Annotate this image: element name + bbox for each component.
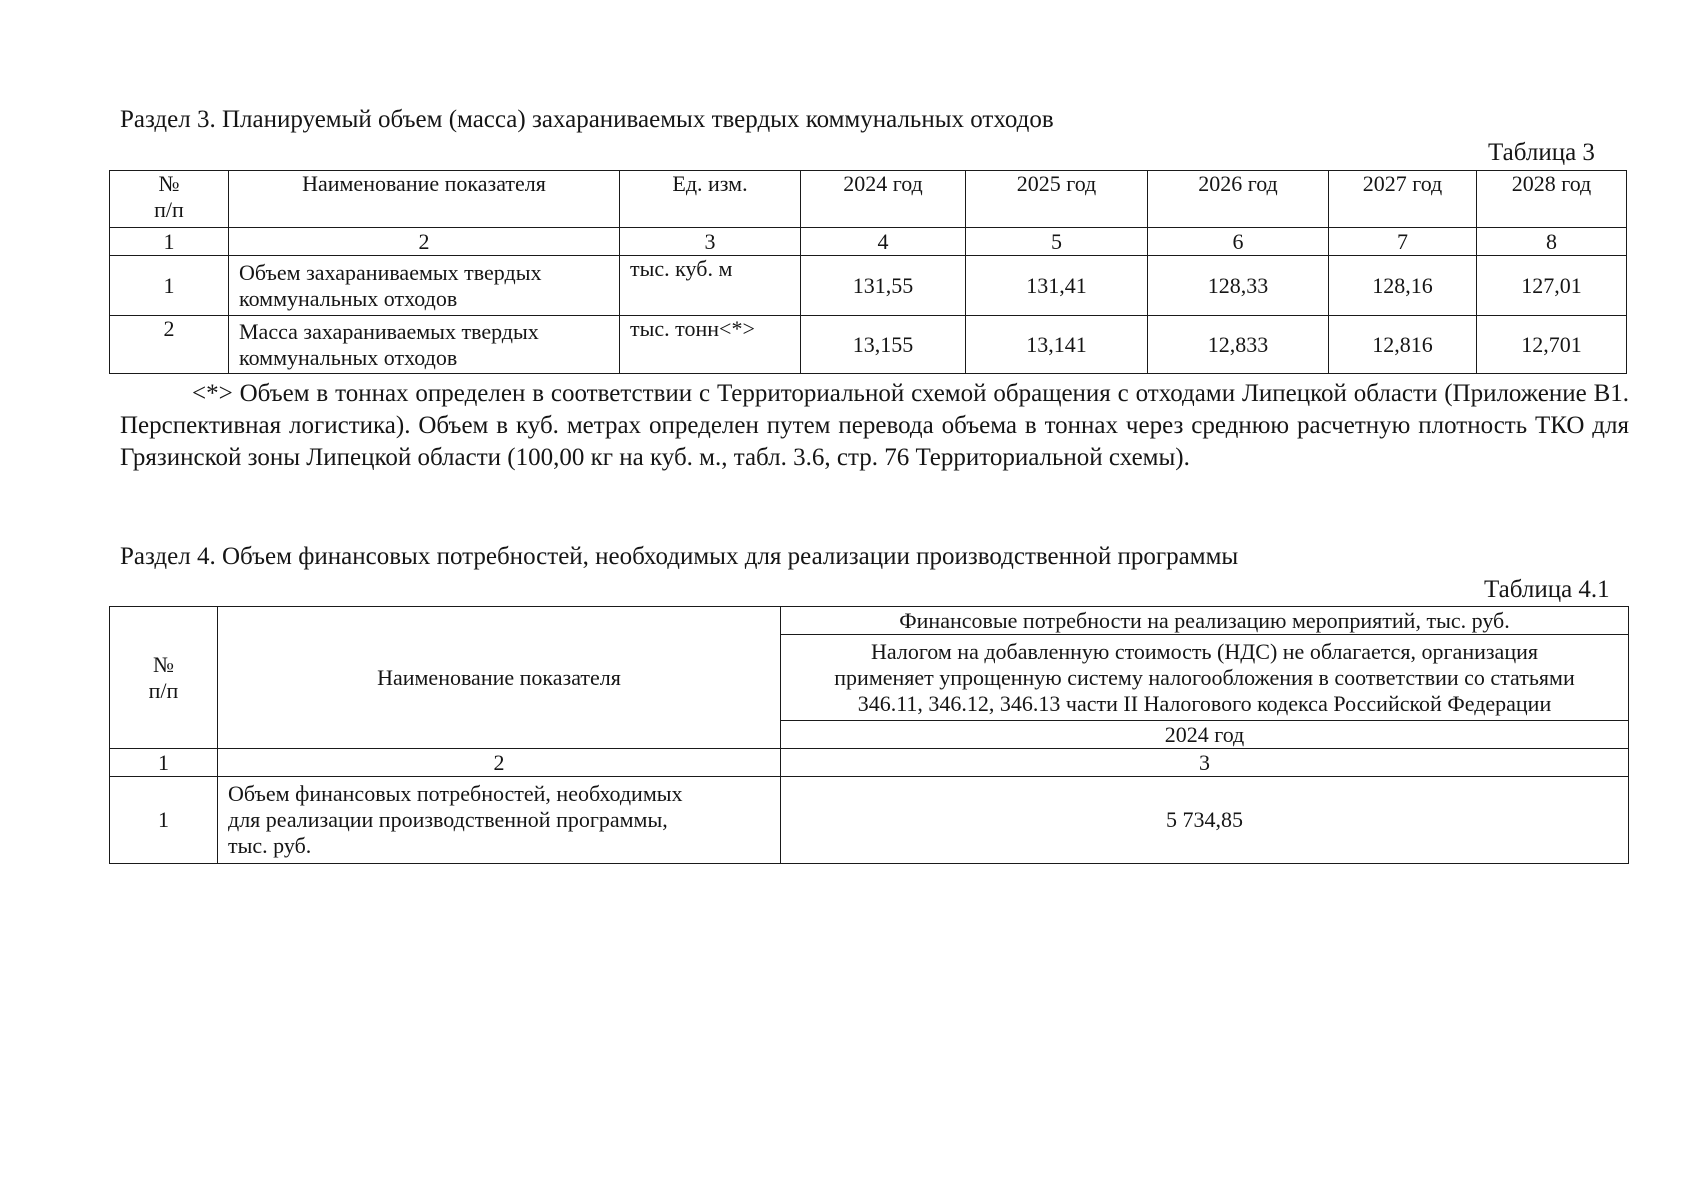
- row-value-2028: 12,701: [1477, 316, 1627, 374]
- row-name: Масса захараниваемых твердых коммунальных отходов: [229, 316, 620, 374]
- table3-header-name: Наименование показателя: [229, 171, 620, 228]
- row-value-2024: 13,155: [801, 316, 966, 374]
- table3-colnum: 8: [1477, 228, 1627, 256]
- table3-caption: Таблица 3: [1488, 139, 1595, 166]
- row-num: 2: [110, 316, 229, 374]
- table3-header-num: № п/п: [110, 171, 229, 228]
- table3: [109, 170, 1627, 374]
- table4-colnum-row: [110, 749, 1629, 777]
- row-num: 1: [110, 777, 218, 864]
- table4-colnum: 1: [110, 749, 218, 777]
- table3-footnote: <*> Объем в тоннах определен в соответствии с Территориальной схемой обращения с отходами Липецкой области (Приложение В1. Перспективная логистика). Объем в куб. метрах определен путем перевода объема в тоннах через среднюю расчетную плотность ТКО для Грязинской зоны Липецкой области (100,00 кг на куб. м., табл. 3.6, стр. 76 Территориальной схемы).: [120, 380, 1629, 471]
- row-value-2028: 127,01: [1477, 256, 1627, 316]
- table3-header-row: [110, 171, 1627, 228]
- row-value-2024: 131,55: [801, 256, 966, 316]
- row-num: 1: [110, 256, 229, 316]
- table-row: [110, 316, 1627, 374]
- table4-caption: Таблица 4.1: [1484, 576, 1610, 603]
- table3-colnum: 7: [1329, 228, 1477, 256]
- row-value: 5 734,85: [781, 777, 1629, 864]
- table3-colnum: 5: [966, 228, 1148, 256]
- table3-header-unit: Ед. изм.: [620, 171, 801, 228]
- row-value-2025: 13,141: [966, 316, 1148, 374]
- table3-header-2024: 2024 год: [801, 171, 966, 228]
- table4-header-vat: Налогом на добавленную стоимость (НДС) не облагается, организация применяет упрощенную систему налогообложения в соответствии со статьями 346.11, 346.12, 346.13 части II Налогового кодекса Российской Федерации: [781, 635, 1629, 721]
- table4-header-year: 2024 год: [781, 721, 1629, 749]
- table3-header-2028: 2028 год: [1477, 171, 1627, 228]
- table4-group-header-row: [110, 607, 1629, 635]
- table3-colnum: 3: [620, 228, 801, 256]
- table3-colnum: 2: [229, 228, 620, 256]
- table-row: [110, 777, 1629, 864]
- table3-header-2025: 2025 год: [966, 171, 1148, 228]
- table3-colnum: 4: [801, 228, 966, 256]
- table3-colnum-row: [110, 228, 1627, 256]
- section3-title: Раздел 3. Планируемый объем (масса) захараниваемых твердых коммунальных отходов: [120, 106, 1054, 133]
- table4-colnum: 2: [218, 749, 781, 777]
- table3-header-2027: 2027 год: [1329, 171, 1477, 228]
- row-value-2026: 128,33: [1148, 256, 1329, 316]
- row-name: Объем финансовых потребностей, необходимых для реализации производственной программы, тыс. руб.: [218, 777, 781, 864]
- row-value-2027: 128,16: [1329, 256, 1477, 316]
- row-unit: тыс. куб. м: [620, 256, 801, 316]
- row-name: Объем захараниваемых твердых коммунальных отходов: [229, 256, 620, 316]
- table4-header-group: Финансовые потребности на реализацию мероприятий, тыс. руб.: [781, 607, 1629, 635]
- row-value-2027: 12,816: [1329, 316, 1477, 374]
- section4-title: Раздел 4. Объем финансовых потребностей, необходимых для реализации производственной программы: [120, 543, 1239, 570]
- table4: [109, 606, 1629, 864]
- row-value-2026: 12,833: [1148, 316, 1329, 374]
- table4-header-num: № п/п: [110, 607, 218, 749]
- table4-header-name: Наименование показателя: [218, 607, 781, 749]
- table3-header-2026: 2026 год: [1148, 171, 1329, 228]
- table-row: [110, 256, 1627, 316]
- table4-colnum: 3: [781, 749, 1629, 777]
- row-value-2025: 131,41: [966, 256, 1148, 316]
- table3-colnum: 1: [110, 228, 229, 256]
- row-unit: тыс. тонн<*>: [620, 316, 801, 374]
- table3-colnum: 6: [1148, 228, 1329, 256]
